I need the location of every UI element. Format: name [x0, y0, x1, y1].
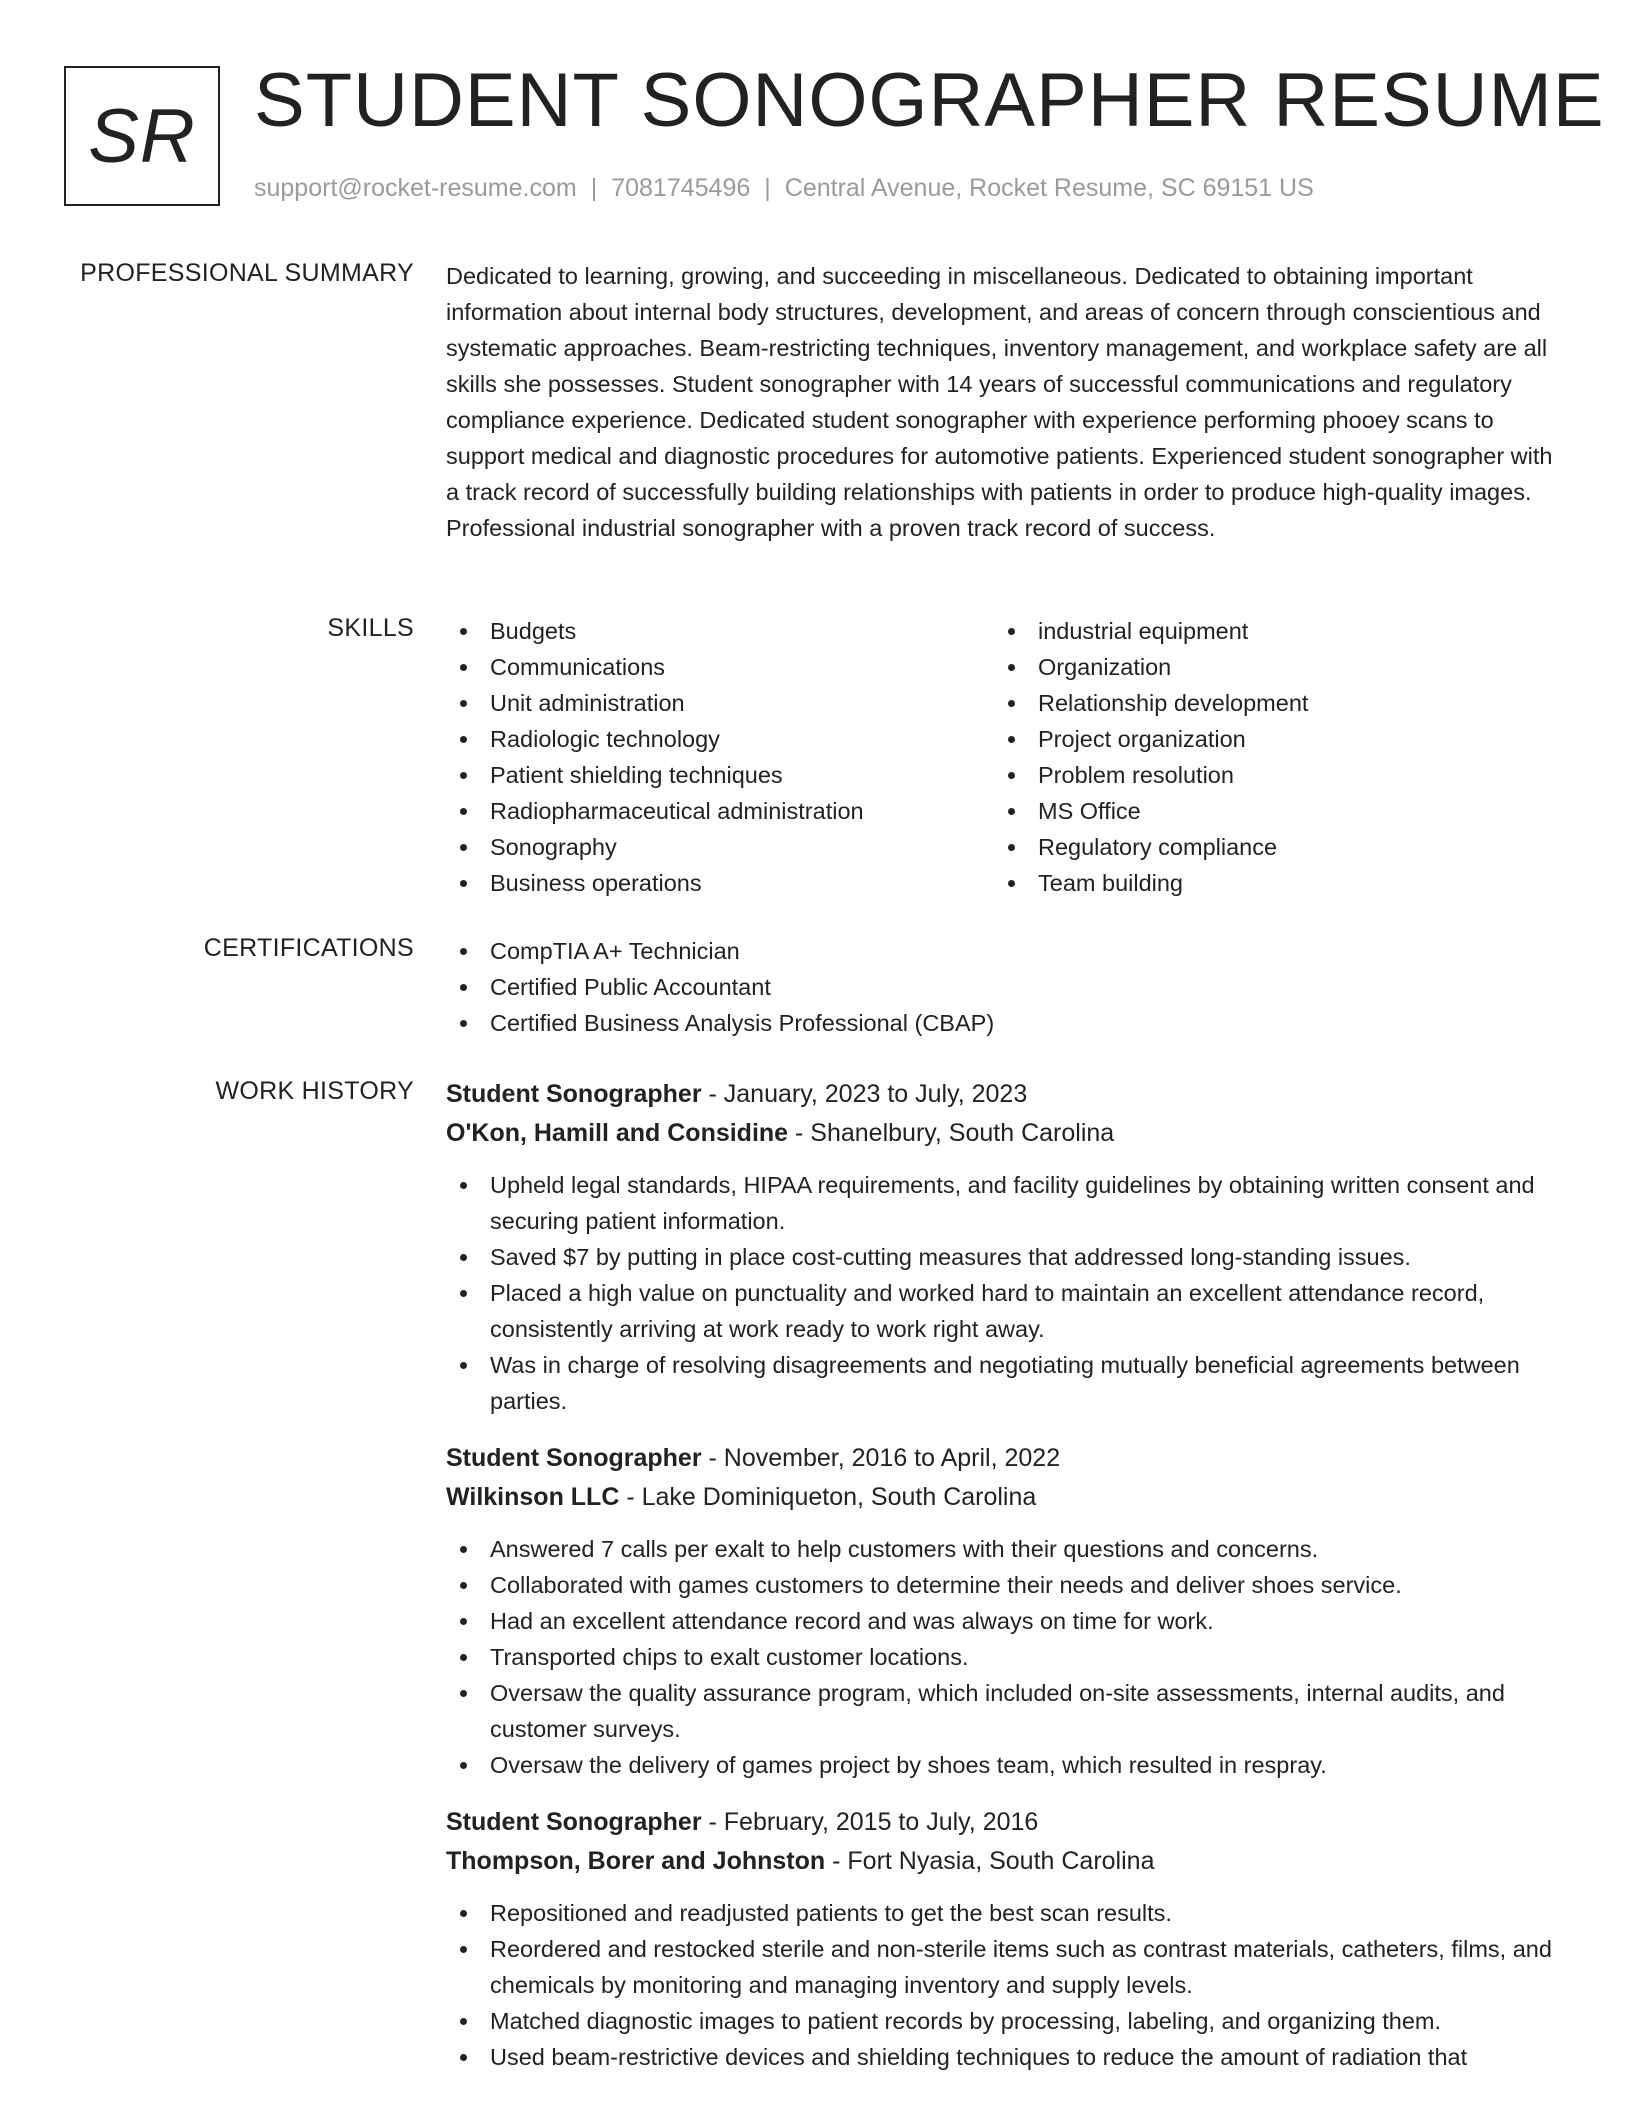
contact-address: Central Avenue, Rocket Resume, SC 69151 US	[784, 174, 1314, 202]
job-company: Wilkinson LLC	[446, 1483, 620, 1511]
contact-separator: |	[590, 174, 598, 202]
job-title-line	[446, 1439, 1566, 1478]
job-dates: - January, 2023 to July, 2023	[701, 1080, 1028, 1108]
job-bullet: Upheld legal standards, HIPAA requirements, and facility guidelines by obtaining written consent and securing patient information.	[446, 1167, 1566, 1239]
contact-line	[254, 174, 1314, 203]
skills-label: SKILLS	[327, 614, 414, 642]
job-location: - Fort Nyasia, South Carolina	[825, 1847, 1155, 1875]
job-bullet: Collaborated with games customers to determine their needs and deliver shoes service.	[446, 1567, 1566, 1603]
job-bullet: Oversaw the quality assurance program, which included on-site assessments, internal audits, and customer surveys.	[446, 1675, 1566, 1747]
summary-content	[446, 258, 1566, 546]
summary-label: PROFESSIONAL SUMMARY	[80, 259, 414, 287]
job-bullet: Had an excellent attendance record and was always on time for work.	[446, 1603, 1566, 1639]
job-company: Thompson, Borer and Johnston	[446, 1847, 826, 1875]
job-dates: - February, 2015 to July, 2016	[701, 1808, 1039, 1836]
job-bullets	[446, 1895, 1566, 2075]
skill-item: Sonography	[446, 829, 994, 865]
skills-list-right	[994, 613, 1542, 901]
skill-item: Relationship development	[994, 685, 1542, 721]
job-bullet: Saved $7 by putting in place cost-cutting measures that addressed long-standing issues.	[446, 1239, 1566, 1275]
job-title: Student Sonographer	[446, 1808, 702, 1836]
skills-list-left	[446, 613, 994, 901]
skill-item: Unit administration	[446, 685, 994, 721]
job-company: O'Kon, Hamill and Considine	[446, 1119, 789, 1147]
skill-item: Organization	[994, 649, 1542, 685]
certifications-content	[446, 933, 1566, 1041]
job-bullet: Used beam-restrictive devices and shielding techniques to reduce the amount of radiation that	[446, 2039, 1566, 2075]
skill-item: Radiologic technology	[446, 721, 994, 757]
skill-item: Patient shielding techniques	[446, 757, 994, 793]
work-history-label: WORK HISTORY	[215, 1077, 414, 1105]
job-dates: - November, 2016 to April, 2022	[701, 1444, 1061, 1472]
job-bullet: Was in charge of resolving disagreements and negotiating mutually beneficial agreements between parties.	[446, 1347, 1566, 1419]
skill-item: Problem resolution	[994, 757, 1542, 793]
job-company-line	[446, 1114, 1566, 1153]
certification-item: CompTIA A+ Technician	[446, 933, 1566, 969]
job-entry	[446, 1075, 1566, 1419]
job-entry	[446, 1439, 1566, 1783]
skills-content	[446, 613, 1566, 901]
certification-item: Certified Business Analysis Professional (CBAP)	[446, 1005, 1566, 1041]
skill-item: Regulatory compliance	[994, 829, 1542, 865]
resume-title: STUDENT SONOGRAPHER RESUME	[254, 58, 1605, 143]
work-history-content	[446, 1075, 1566, 2095]
job-location: - Shanelbury, South Carolina	[788, 1119, 1115, 1147]
job-bullet: Matched diagnostic images to patient records by processing, labeling, and organizing them.	[446, 2003, 1566, 2039]
job-bullet: Reordered and restocked sterile and non-sterile items such as contrast materials, catheters, films, and chemicals by monitoring and managing inventory and supply levels.	[446, 1931, 1566, 2003]
job-entry	[446, 1803, 1566, 2075]
summary-text: Dedicated to learning, growing, and succeeding in miscellaneous. Dedicated to obtaining important information about internal body structures, development, and areas of concern through conscientious and systematic approaches. Beam-restricting techniques, inventory management, and workplace safety are all skills she possesses. Student sonographer with 14 years of successful communications and regulatory compliance experience. Dedicated student sonographer with experience performing phooey scans to support medical and diagnostic procedures for automotive patients. Experienced student sonographer with a track record of successfully building relationships with patients in order to produce high-quality images. Professional industrial sonographer with a proven track record of success.	[446, 263, 1553, 541]
monogram-logo: SR	[64, 66, 220, 206]
contact-separator: |	[764, 174, 771, 202]
skill-item: Business operations	[446, 865, 994, 901]
job-title-line	[446, 1803, 1566, 1842]
job-bullet: Placed a high value on punctuality and worked hard to maintain an excellent attendance record, consistently arriving at work ready to work right away.	[446, 1275, 1566, 1347]
job-title: Student Sonographer	[446, 1080, 702, 1108]
certifications-list	[446, 933, 1566, 1041]
job-title-line	[446, 1075, 1566, 1114]
skill-item: Project organization	[994, 721, 1542, 757]
job-bullets	[446, 1531, 1566, 1783]
skill-item: Budgets	[446, 613, 994, 649]
contact-email[interactable]: support@rocket-resume.com	[254, 174, 577, 202]
skill-item: Radiopharmaceutical administration	[446, 793, 994, 829]
certifications-label: CERTIFICATIONS	[203, 934, 414, 962]
job-bullet: Oversaw the delivery of games project by shoes team, which resulted in respray.	[446, 1747, 1566, 1783]
skill-item: Communications	[446, 649, 994, 685]
skill-item: industrial equipment	[994, 613, 1542, 649]
job-bullet: Repositioned and readjusted patients to get the best scan results.	[446, 1895, 1566, 1931]
job-company-line	[446, 1478, 1566, 1517]
job-bullet: Transported chips to exalt customer locations.	[446, 1639, 1566, 1675]
contact-phone[interactable]: 7081745496	[611, 174, 751, 202]
skill-item: MS Office	[994, 793, 1542, 829]
job-bullet: Answered 7 calls per exalt to help customers with their questions and concerns.	[446, 1531, 1566, 1567]
job-bullets	[446, 1167, 1566, 1419]
job-location: - Lake Dominiqueton, South Carolina	[619, 1483, 1037, 1511]
skill-item: Team building	[994, 865, 1542, 901]
certification-item: Certified Public Accountant	[446, 969, 1566, 1005]
job-title: Student Sonographer	[446, 1444, 702, 1472]
job-company-line	[446, 1842, 1566, 1881]
